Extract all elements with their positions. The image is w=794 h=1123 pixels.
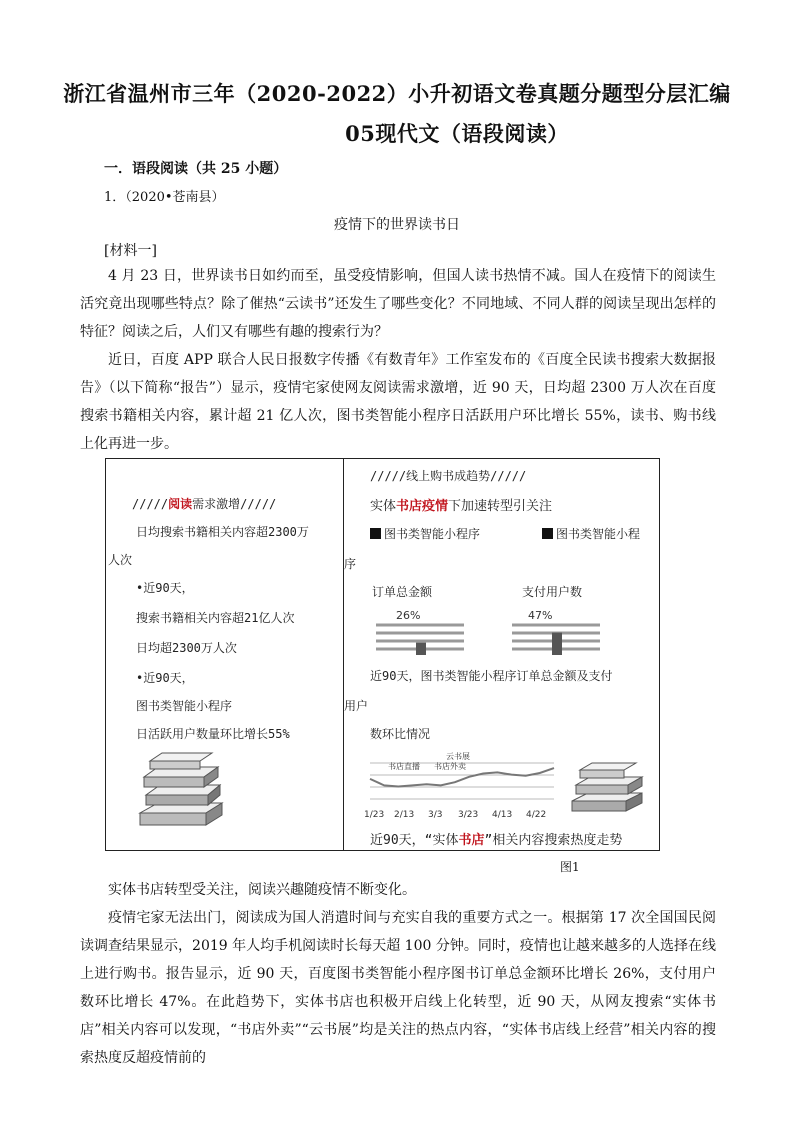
left-bullet-2: •近90天， bbox=[136, 671, 194, 685]
left-line-2: 搜索书籍相关内容超21亿人次 bbox=[136, 611, 295, 625]
figure-caption: 图1 bbox=[560, 860, 580, 874]
x-tick-label: 4/22 bbox=[526, 810, 547, 820]
label-order-amount: 订单总金额 bbox=[372, 585, 433, 599]
paragraph-4: 疫情宅家无法出门，阅读成为国人消遣时间与充实自我的重要方式之一。根据第 17 次全国国民阅读调查结果显示，2019 年人均手机阅读时长每天超 100 分钟。同时，疫情也让越来越多的人选择在线上进行购书。报告显示，近 90 天，百度图书类智能小程序图书订单总金额环比增长 26%，支付用户数环比增长 47%。在此趋势下，实体书店也积极开启线上化转型，近 90 天，从网友搜索“实体书店”相关内容可以发现，“书店外卖”“云书展”均是关注的热点内容，“实体书店线上经营”相关内容的搜索热度反超疫情前的 bbox=[80, 910, 716, 1066]
trend-caption: 近90天，“实体书店”相关内容搜索热度走势 bbox=[370, 833, 623, 848]
x-tick-label: 1/23 bbox=[364, 810, 385, 820]
left-heading: /////阅读需求激增///// bbox=[132, 497, 277, 511]
legend-item-1: 图书类智能小程序 bbox=[370, 525, 480, 542]
left-line-1b: 人次 bbox=[108, 553, 133, 567]
left-line-5: 日活跃用户数量环比增长55% bbox=[136, 727, 290, 741]
x-tick-label: 3/3 bbox=[428, 810, 443, 820]
left-bullet-1: •近90天， bbox=[136, 581, 194, 595]
page-subtitle: 05现代文（语段阅读） bbox=[345, 121, 569, 146]
x-tick-label: 4/13 bbox=[492, 810, 513, 820]
bar-chart-order-amount bbox=[372, 605, 472, 659]
books-illustration-right bbox=[570, 759, 650, 821]
paragraph-1: 4 月 23 日，世界读书日如约而至，虽受疫情影响，但国人读书热情不减。国人在疫情下的阅读生活究竟出现哪些特点？除了催热“云读书”还发生了哪些变化？不同地域、不同人群的阅读呈现出怎样的特征？阅读之后，人们又有哪些有趣的搜索行为？ bbox=[80, 268, 716, 340]
left-line-1a: 日均搜索书籍相关内容超2300万 bbox=[136, 525, 309, 539]
legend-item-2-wrap: 序 bbox=[344, 557, 357, 571]
infographic-figure bbox=[105, 458, 660, 851]
legend-square-icon bbox=[370, 528, 381, 539]
legend-item-2: 图书类智能小程 bbox=[542, 525, 640, 542]
label-paying-users: 支付用户数 bbox=[522, 585, 583, 599]
chart-bar-paying-users bbox=[552, 633, 562, 655]
legend-square-icon bbox=[542, 528, 553, 539]
bar-chart-paying-users bbox=[508, 605, 608, 659]
note-line-1a: 近90天，图书类智能小程序订单总金额及支付 bbox=[370, 669, 613, 683]
figure-divider bbox=[343, 459, 344, 850]
right-heading: /////线上购书成趋势///// bbox=[370, 469, 527, 483]
page-title: 浙江省温州市三年（2020-2022）小升初语文卷真题分题型分层汇编 bbox=[63, 81, 731, 106]
annotation-bookstore-live: 书店直播 bbox=[388, 762, 420, 771]
chart-bar-order-amount bbox=[416, 643, 426, 655]
paragraph-2: 近日，百度 APP 联合人民日报数字传播《有数青年》工作室发布的《百度全民读书搜索大数据报告》（以下简称“报告”）显示，疫情宅家使网友阅读需求激增，近 90 天，日均超 2300 万人次在百度搜索书籍相关内容，累计超 21 亿人次，图书类智能小程序日活跃用户环比增长 55%，读书、购书线上化再进一步。 bbox=[80, 352, 716, 452]
article-title: 疫情下的世界读书日 bbox=[334, 217, 460, 233]
left-line-4: 图书类智能小程序 bbox=[136, 699, 233, 713]
left-line-3: 日均超2300万人次 bbox=[136, 641, 237, 655]
bar-data-label: 26% bbox=[396, 609, 421, 622]
search-trend-chart bbox=[362, 749, 562, 821]
material-label: [材料一] bbox=[104, 243, 157, 259]
annotation-bookstore-delivery: 书店外卖 bbox=[434, 762, 466, 771]
annotation-cloud-book-fair: 云书展 bbox=[446, 752, 470, 761]
x-tick-label: 3/23 bbox=[458, 810, 479, 820]
books-illustration bbox=[136, 751, 226, 831]
note-line-1b: 用户 bbox=[344, 699, 369, 713]
bar-data-label: 47% bbox=[528, 609, 553, 622]
x-tick-label: 2/13 bbox=[394, 810, 415, 820]
question-number: 1．（2020•苍南县） bbox=[104, 190, 225, 205]
section-heading: 一．语段阅读（共 25 小题） bbox=[104, 161, 288, 177]
note-line-2: 数环比情况 bbox=[370, 727, 431, 741]
paragraph-3: 实体书店转型受关注，阅读兴趣随疫情不断变化。 bbox=[108, 882, 416, 898]
right-subheading: 实体书店疫情下加速转型引关注 bbox=[370, 499, 553, 514]
